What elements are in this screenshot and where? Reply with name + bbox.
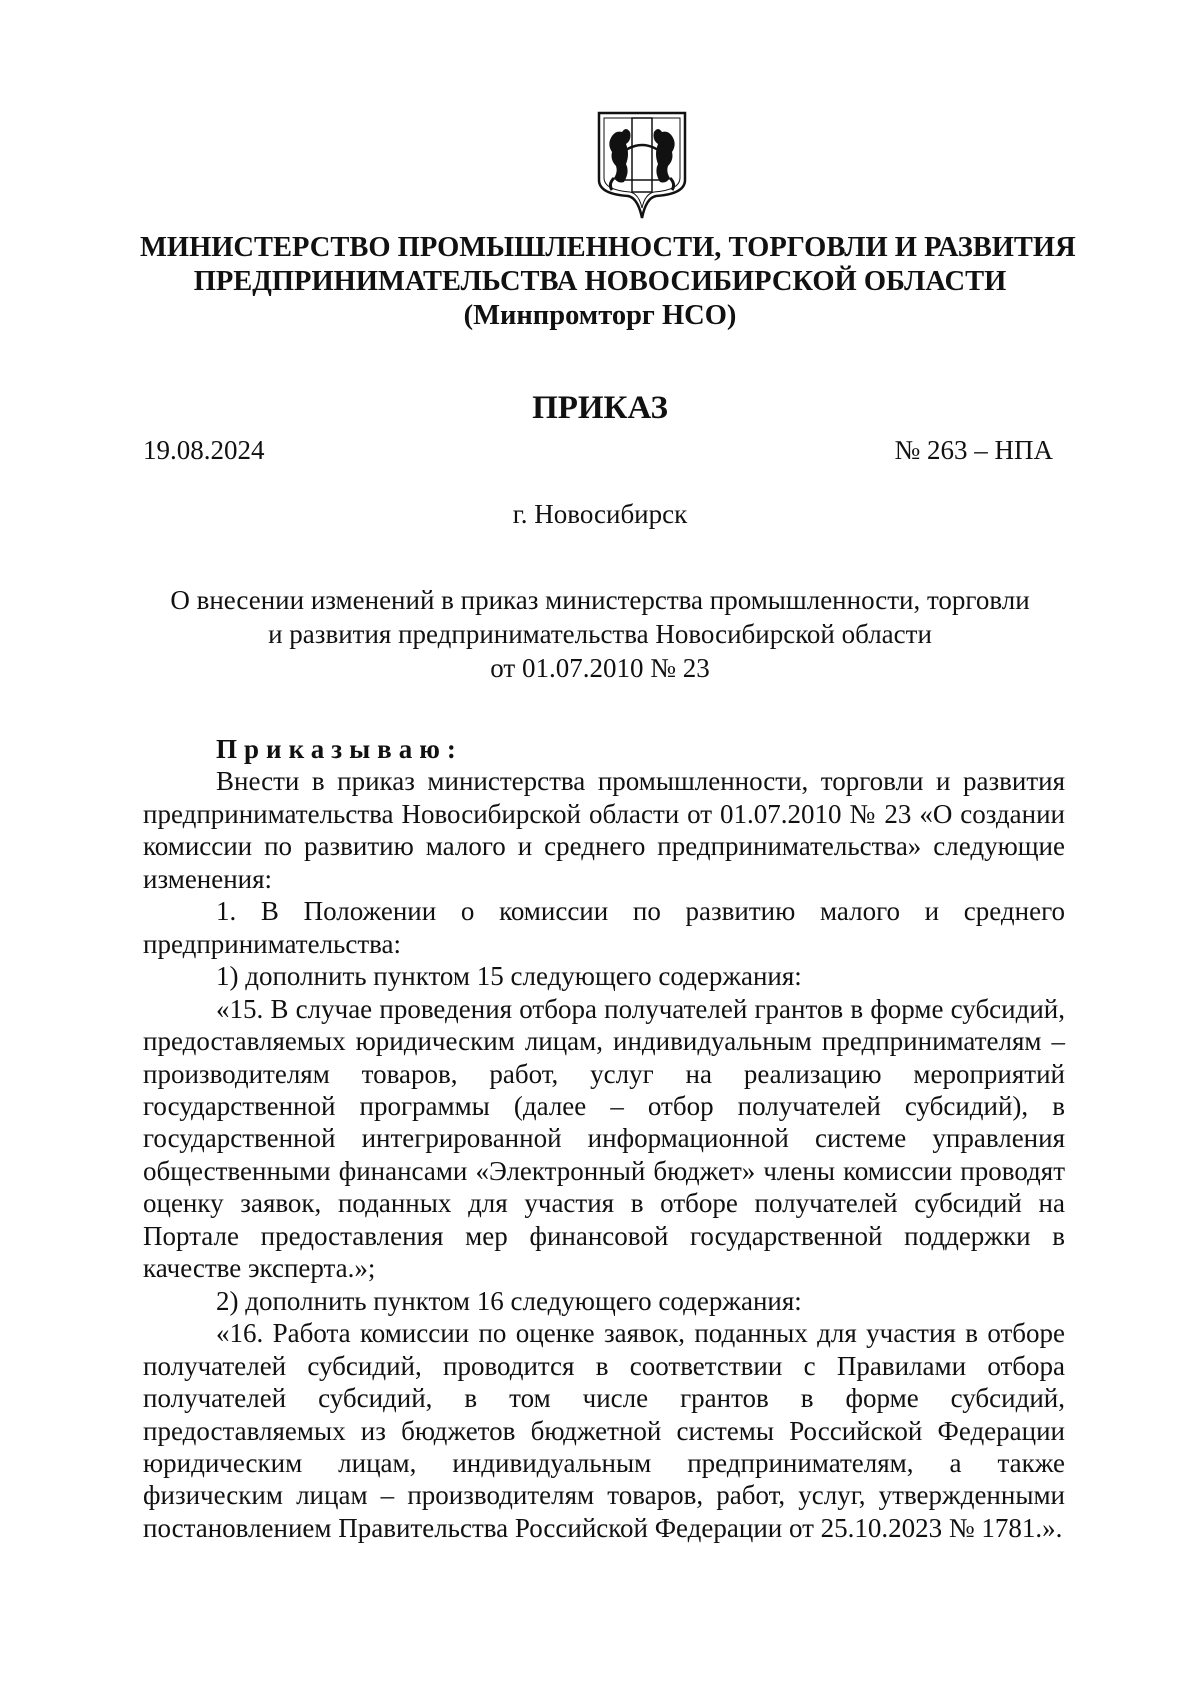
order-word: Приказываю:: [216, 734, 463, 764]
subject-line-3: от 01.07.2010 № 23: [490, 653, 710, 683]
org-name-line-2: ПРЕДПРИНИМАТЕЛЬСТВА НОВОСИБИРСКОЙ ОБЛАСТИ: [193, 266, 1007, 297]
org-name-line-1: МИНИСТЕРСТВО ПРОМЫШЛЕННОСТИ, ТОРГОВЛИ И РАЗВИТИЯ: [140, 232, 1076, 263]
document-type-title: ПРИКАЗ: [532, 390, 668, 426]
order-body: [143, 733, 1065, 1544]
order-date: 19.08.2024: [143, 435, 265, 465]
org-abbreviation: (Минпромторг НСО): [463, 300, 737, 331]
paragraph-point-15: «15. В случае проведения отбора получателей грантов в форме субсидий, предоставляемых юридическим лицам, индивидуальным предпринимателям – производителям товаров, работ, услуг на реализацию мероприятий государственной программы (далее – отбор получателей субсидий), в государственной интегрированной информационной системе управления общественными финансами «Электронный бюджет» члены комиссии проводят оценку заявок, поданных для участия в отборе получателей субсидий на Портале предоставления мер финансовой государственной поддержки в качестве эксперта.»;: [143, 993, 1065, 1284]
paragraph-point-16: «16. Работа комиссии по оценке заявок, поданных для участия в отборе получателей субсидий, проводится в соответствии с Правилами отбора получателей субсидий, в том числе грантов в форме субсидий, предоставляемых из бюджетов бюджетной системы Российской Федерации юридическим лицам, индивидуальным предпринимателям, а также физическим лицам – производителям товаров, работ, услуг, утвержденными постановлением Правительства Российской Федерации от 25.10.2023 № 1781.».: [143, 1318, 1065, 1543]
order-directive: [143, 733, 1065, 765]
paragraph-subitem-2: 2) дополнить пунктом 16 следующего содержания:: [216, 1285, 802, 1316]
paragraph-item-1: 1. В Положении о комиссии по развитию малого и среднего предпринимательства:: [143, 896, 1065, 959]
paragraph-intro: Внести в приказ министерства промышленности, торговли и развития предпринимательства Новосибирской области от 01.07.2010 № 23 «О создании комиссии по развитию малого и среднего предпринимательства» следующие изменения:: [143, 766, 1065, 894]
order-number: № 263 – НПА: [894, 435, 1053, 465]
city: г. Новосибирск: [512, 499, 688, 529]
paragraph-subitem-1: 1) дополнить пунктом 15 следующего содержания:: [216, 961, 802, 992]
subject-line-1: О внесении изменений в приказ министерства промышленности, торговли: [170, 585, 1030, 615]
coat-of-arms-icon: [596, 110, 688, 222]
subject-line-2: и развития предпринимательства Новосибирской области: [268, 619, 932, 649]
